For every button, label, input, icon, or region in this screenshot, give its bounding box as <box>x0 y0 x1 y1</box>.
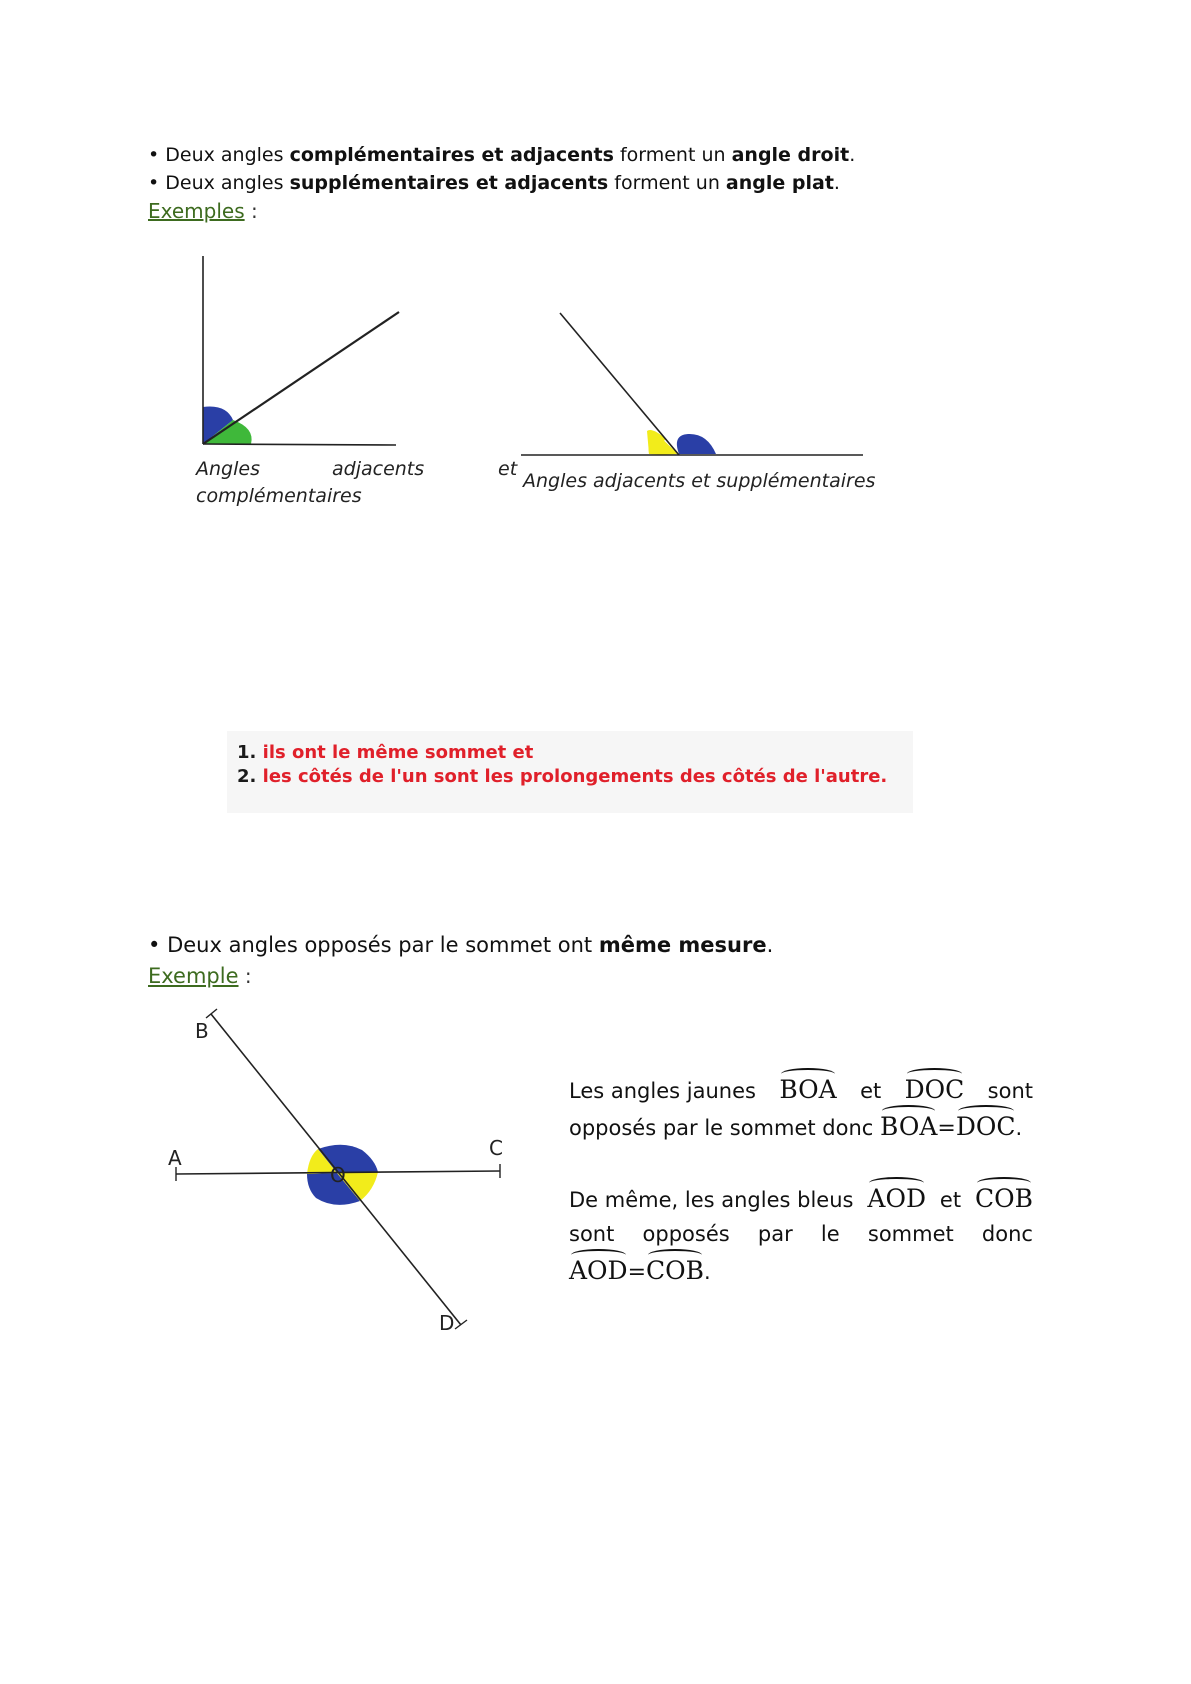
bullet: • <box>148 172 160 194</box>
angle-boa: BOA <box>779 1075 837 1104</box>
angle-boa-2: BOA <box>880 1112 938 1141</box>
rule-line-complementaires: • Deux angles complémentaires et adjacents forment un angle droit. <box>148 144 856 166</box>
angle-aod: AOD <box>867 1184 926 1213</box>
definition-item-1: 1. ils ont le même sommet et <box>237 742 534 763</box>
point-label-c: C <box>489 1136 503 1160</box>
angle-aod-2: AOD <box>569 1256 628 1285</box>
angle-doc-2: DOC <box>955 1112 1016 1141</box>
definition-item-2: 2. les côtés de l'un sont les prolongements des côtés de l'autre. <box>237 766 888 787</box>
rule-line-opposes: • Deux angles opposés par le sommet ont même mesure. <box>148 933 774 957</box>
explanation-line-3: De même, les angles bleus AOD et COB <box>569 1184 1033 1213</box>
explanation-line-5: AOD=COB. <box>569 1256 711 1285</box>
angle-doc: DOC <box>904 1075 965 1104</box>
explanation-line-4: sont opposés par le sommet donc <box>569 1222 1033 1246</box>
example-heading: Exemple : <box>148 964 252 988</box>
point-label-b: B <box>195 1019 209 1043</box>
caption-et: et <box>498 458 518 480</box>
point-label-a: A <box>168 1146 182 1170</box>
explanation-line-2: opposés par le sommet donc BOA=DOC. <box>569 1112 1023 1141</box>
explanation-line-1: Les angles jaunes BOA et DOC sont <box>569 1075 1033 1104</box>
angle-cob: COB <box>974 1184 1033 1213</box>
bullet: • <box>148 933 161 957</box>
caption-supplementaires: Angles adjacents et supplémentaires <box>523 470 876 492</box>
bullet: • <box>148 144 160 166</box>
tick-b <box>206 1009 217 1018</box>
examples-heading: Exemples : <box>148 199 258 223</box>
point-label-o: O <box>330 1163 346 1187</box>
caption-complementaires: complémentaires <box>196 485 362 507</box>
rule-line-supplementaires: • Deux angles supplémentaires et adjacents forment un angle plat. <box>148 172 840 194</box>
point-label-d: D <box>439 1311 455 1335</box>
tick-d <box>455 1320 467 1329</box>
angle-cob-2: COB <box>646 1256 705 1285</box>
caption-angles: Angles <box>196 458 260 480</box>
caption-adjacents: adjacents <box>332 458 425 480</box>
